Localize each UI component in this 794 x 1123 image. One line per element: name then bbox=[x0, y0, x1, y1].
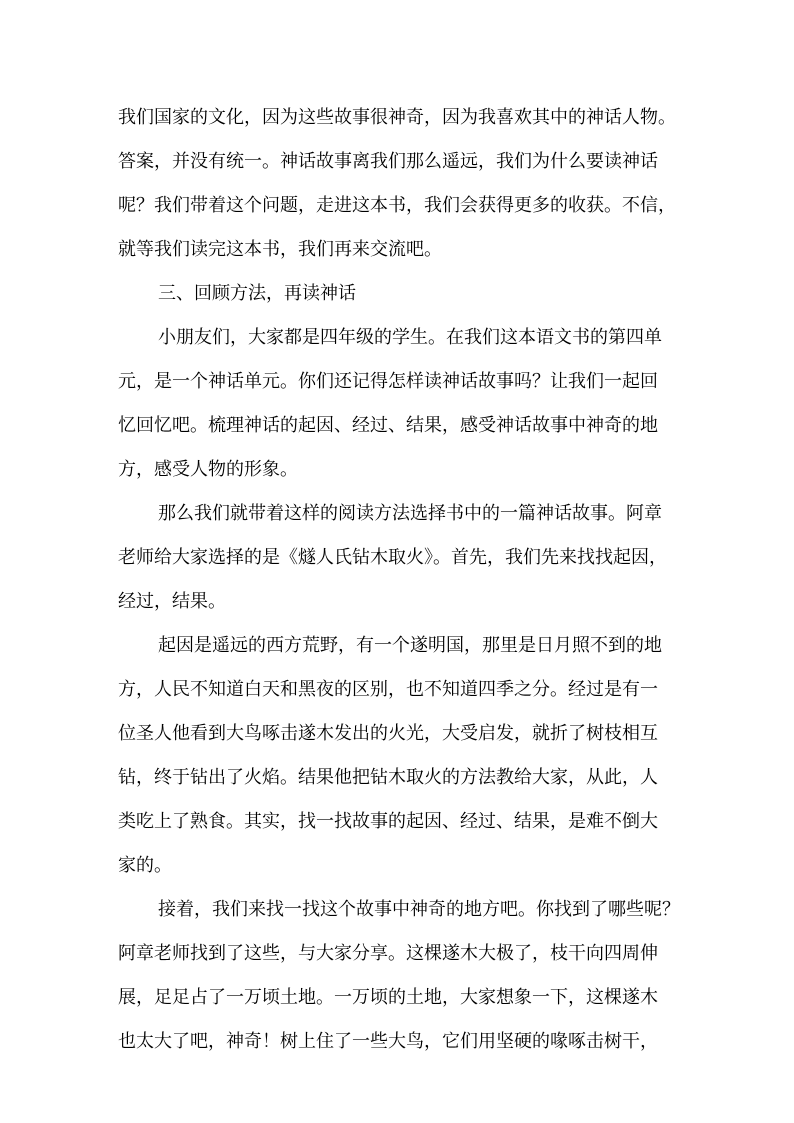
paragraph-line: 那么我们就带着这样的阅读方法选择书中的一篇神话故事。阿章 bbox=[158, 503, 662, 524]
paragraph-line: 钻，终于钻出了火焰。结果他把钻木取火的方法教给大家，从此，人 bbox=[118, 767, 658, 788]
paragraph-line: 小朋友们，大家都是四年级的学生。在我们这本语文书的第四单 bbox=[158, 327, 662, 348]
paragraph-line: 起因是遥远的西方荒野，有一个遂明国，那里是日月照不到的地 bbox=[158, 635, 662, 656]
paragraph-line: 方，感受人物的形象。 bbox=[118, 459, 298, 480]
paragraph-line: 老师给大家选择的是《燧人氏钻木取火》。首先，我们先来找找起因， bbox=[118, 547, 667, 568]
paragraph-line: 位圣人他看到大鸟啄击遂木发出的火光，大受启发，就折了树枝相互 bbox=[118, 723, 658, 744]
paragraph-line: 展，足足占了一万顷土地。一万顷的土地，大家想象一下，这棵遂木 bbox=[118, 987, 658, 1008]
paragraph-line: 家的。 bbox=[118, 855, 172, 876]
paragraph-line: 阿章老师找到了这些，与大家分享。这棵遂木大极了，枝干向四周伸 bbox=[118, 943, 658, 964]
paragraph-line: 类吃上了熟食。其实，找一找故事的起因、经过、结果，是难不倒大 bbox=[118, 811, 658, 832]
paragraph-line: 我们国家的文化，因为这些故事很神奇，因为我喜欢其中的神话人物。 bbox=[118, 107, 676, 128]
paragraph-line: 就等我们读完这本书，我们再来交流吧。 bbox=[118, 239, 442, 260]
paragraph-line: 忆回忆吧。梳理神话的起因、经过、结果，感受神话故事中神奇的地 bbox=[118, 415, 658, 436]
section-heading: 三、回顾方法，再读神话 bbox=[158, 283, 356, 304]
paragraph-line: 答案，并没有统一。神话故事离我们那么遥远，我们为什么要读神话 bbox=[118, 151, 658, 172]
paragraph-line: 也太大了吧，神奇！树上住了一些大鸟，它们用坚硬的喙啄击树干， bbox=[118, 1031, 658, 1052]
paragraph-line: 呢？我们带着这个问题，走进这本书，我们会获得更多的收获。不信， bbox=[118, 195, 676, 216]
paragraph-line: 接着，我们来找一找这个故事中神奇的地方吧。你找到了哪些呢？ bbox=[158, 899, 680, 920]
paragraph-line: 经过，结果。 bbox=[118, 591, 226, 612]
paragraph-line: 元，是一个神话单元。你们还记得怎样读神话故事吗？让我们一起回 bbox=[118, 371, 658, 392]
paragraph-line: 方，人民不知道白天和黑夜的区别，也不知道四季之分。经过是有一 bbox=[118, 679, 658, 700]
